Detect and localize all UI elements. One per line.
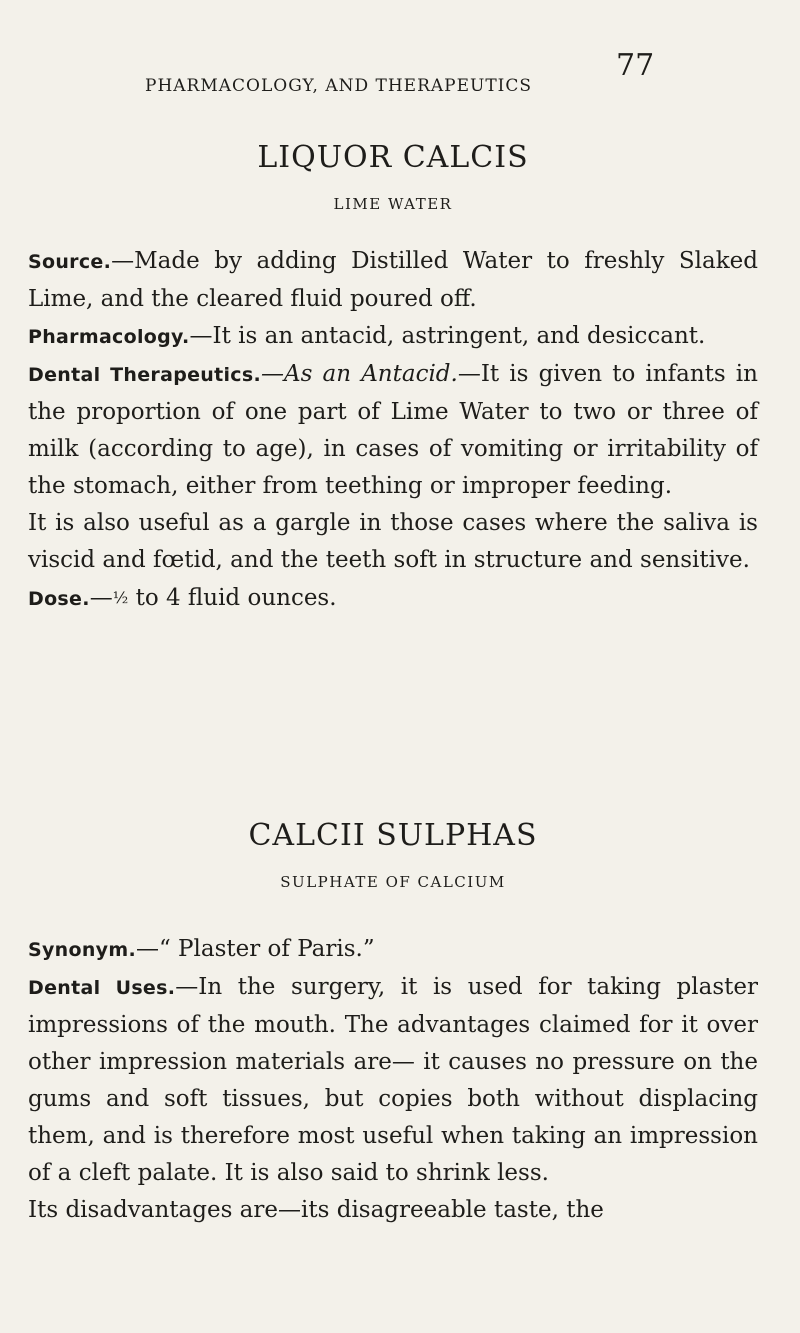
section-subtitle: LIME WATER <box>333 195 453 213</box>
synonym-paragraph <box>28 931 758 969</box>
pharmacology-paragraph <box>28 318 758 356</box>
dental-uses-heading: Dental Uses. <box>28 977 176 999</box>
dental-therapeutics-paragraph <box>28 356 758 505</box>
pharmacology-heading: Pharmacology. <box>28 326 190 348</box>
pharmacology-text: —It is an antacid, astringent, and desiccant. <box>189 323 706 349</box>
disadvantages-paragraph <box>28 1192 758 1229</box>
dental-uses-paragraph <box>28 969 758 1192</box>
dose-paragraph <box>28 579 758 618</box>
synonym-text: —“ Plaster of Paris.” <box>135 936 375 962</box>
section-title: LIQUOR CALCIS <box>257 140 529 175</box>
gargle-text: It is also useful as a gargle in those cases where the saliva is viscid and fœtid, and the teeth soft in structure and sensitive. <box>28 510 758 573</box>
section-title: CALCII SULPHAS <box>248 818 538 853</box>
page-number: 77 <box>616 48 655 83</box>
dental-therapeutics-text: —It is given to infants in the proportion of one part of Lime Water to two or three of milk (according to age), in cases of vomiting or irritability of the stomach, either from teething or improper feeding. <box>28 361 758 499</box>
dental-uses-text: —In the surgery, it is used for taking plaster impressions of the mouth. The advantages claimed for it over other impression materials are— it causes no pressure on the gums and soft tissues, but copies both without displacing them, and is therefore most useful when taking an impression of a cleft palate. It is also said to shrink less. <box>28 974 758 1186</box>
antacid-subheading: —As an Antacid. <box>261 361 458 387</box>
dental-therapeutics-heading: Dental Therapeutics. <box>28 364 261 386</box>
synonym-heading: Synonym. <box>28 939 136 961</box>
running-head: PHARMACOLOGY, AND THERAPEUTICS <box>145 76 533 96</box>
source-paragraph <box>28 243 758 318</box>
dose-dash: — <box>89 585 113 611</box>
section-liquor-calcis <box>28 140 758 618</box>
disadvantages-text: Its disadvantages are—its disagreeable taste, the <box>28 1197 604 1223</box>
section-calcii-sulphas <box>28 818 758 1229</box>
gargle-paragraph <box>28 505 758 579</box>
source-heading: Source. <box>28 251 112 273</box>
dose-heading: Dose. <box>28 588 90 610</box>
section-subtitle: SULPHATE OF CALCIUM <box>280 873 506 891</box>
dose-fraction: ½ <box>112 588 129 607</box>
source-text: —Made by adding Distilled Water to freshly Slaked Lime, and the cleared fluid poured off. <box>28 248 758 312</box>
dose-text: to 4 fluid ounces. <box>128 585 337 611</box>
